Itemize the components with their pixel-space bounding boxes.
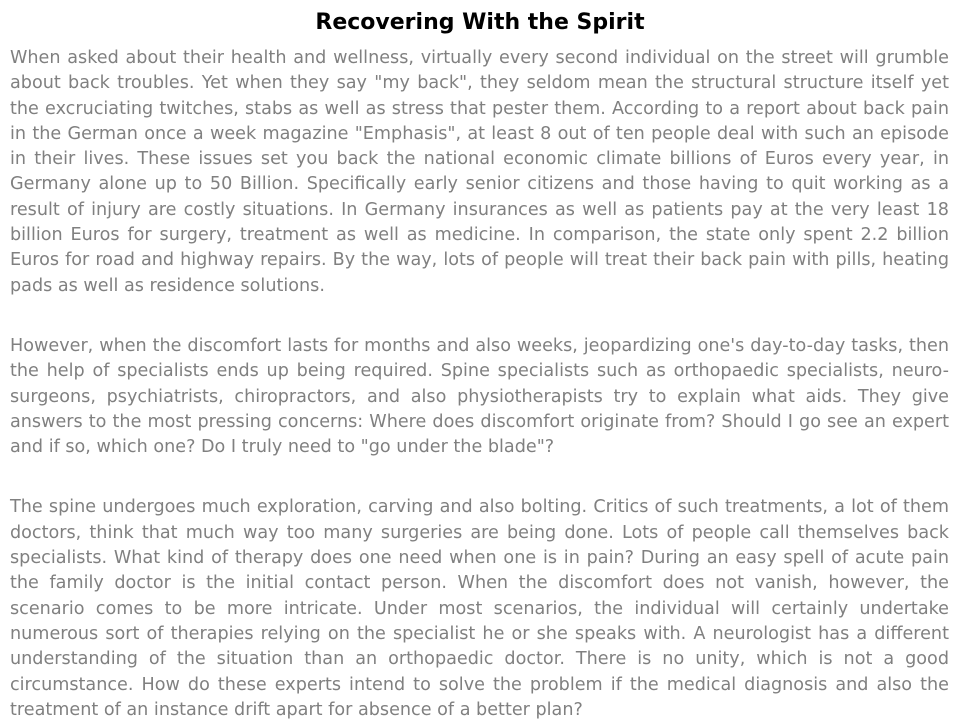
paragraph-3: The spine undergoes much exploration, carving and also bolting. Critics of such treatments, a lot of them doctors, think that much way too many surgeries are being done. Lots of people call themselves back specialists. What kind of therapy does one need when one is in pain? During an easy spell of acute pain the family doctor is the initial contact person. When the discomfort does not vanish, however, the scenario comes to be more intricate. Under most scenarios, the individual will certainly undertake numerous sort of therapies relying on the specialist he or she speaks with. A neurologist has a different understanding of the situation than an orthopaedic doctor. There is no unity, which is not a good circumstance. How do these experts intend to solve the problem if the medical diagnosis and also the treatment of an instance drift apart for absence of a better plan?	[10, 497, 949, 720]
document-title: Recovering With the Spirit	[315, 10, 645, 35]
paragraph-1: When asked about their health and wellness, virtually every second individual on the street will grumble about back troubles. Yet when they say "my back", they seldom mean the structural structure itself yet the excruciating twitches, stabs as well as stress that pester them. According to a report about back pain in the German once a week magazine "Emphasis", at least 8 out of ten people deal with such an episode in their lives. These issues set you back the national economic climate billions of Euros every year, in Germany alone up to 50 Billion. Specifically early senior citizens and those having to quit working as a result of injury are costly situations. In Germany insurances as well as patients pay at the very least 18 billion Euros for surgery, treatment as well as medicine. In comparison, the state only spent 2.2 billion Euros for road and highway repairs. By the way, lots of people will treat their back pain with pills, heating pads as well as residence solutions.	[10, 48, 949, 296]
paragraph-2: However, when the discomfort lasts for months and also weeks, jeopardizing one's day-to-day tasks, then the help of specialists ends up being required. Spine specialists such as orthopaedic specialists, neuro-surgeons, psychiatrists, chiropractors, and also physiotherapists try to explain what aids. They give answers to the most pressing concerns: Where does discomfort originate from? Should I go see an expert and if so, which one? Do I truly need to "go under the blade"?	[10, 335, 949, 458]
document-body	[10, 46, 949, 720]
